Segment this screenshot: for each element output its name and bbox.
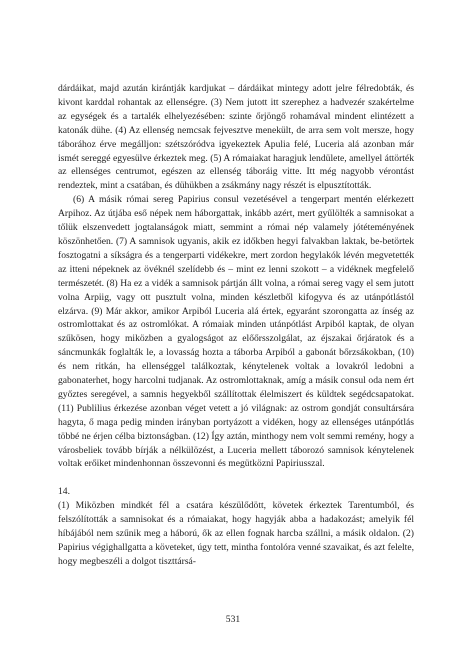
paragraph-continuation: dárdáikat, majd azután kirántják kardjukat – dárdáikat mintegy adott jelre félredobták, és kivont karddal rohantak az ellenségre. (3) Nem jutott itt szerephez a hadvezér szakértelme az egységek és a tartalék elhelyezésében: szinte őrjöngő rohamával mindent elintézett a katonák dühe. (4) Az ellenség nemcsak fejvesztve menekült, de arra sem volt mersze, hogy táborához érve megálljon: szétszóródva igyekeztek Apulia felé, Luceria alá azonban már ismét sereggé egyesülve érkeztek meg. (5) A rómaiakat haragjuk lendülete, amellyel áttörték az ellenséges centrumot, egészen az ellenség táboráig vitte. Itt még nagyobb vérontást rendeztek, mint a csatában, és dühükben a zsákmány nagy részét is elpusztították. [58, 83, 414, 192]
section-spacer [58, 471, 414, 485]
body-text [58, 82, 414, 569]
section-paragraph: (1) Miközben mindkét fél a csatára készülődött, követek érkeztek Tarentumból, és felszólították a samnisokat és a rómaiakat, hogy hagyják abba a hadakozást; amelyik fél híbájából nem szűnik meg a háború, ők az ellen fognak harcba szállni, a másik oldalon. (2) Papirius végighallgatta a követeket, úgy tett, mintha fontolóra venné szavaikat, és azt felelte, hogy megbeszéli a dolgot tiszttársá- [58, 500, 414, 567]
section-heading: 14. [58, 486, 70, 498]
paragraph-6: (6) A másik római sereg Papirius consul vezetésével a tengerpart mentén elérkezett Arpihoz. Az útjába eső népek nem háborgattak, inkább azért, mert gyűlölték a samnisokat a tőlük elszenvedett jogtalanságok miatt, semmint a római nép valamely jótéteményének köszönhetően. (7) A samnisok ugyanis, akik ez időkben hegyi falvakban laktak, be-betörtek fosztogatni a síkságra és a tengerparti vidékekre, mert zordon hegylakók lévén megvetették az itteni népeknek az övéknél szelídebb és – mint ez lenni szokott – a vidéknek megfelelő természetét. (8) Ha ez a vidék a samnisok pártján állt volna, a római sereg vagy el sem jutott volna Arpiig, vagy ott pusztult volna, minden készletből kifogyva és az utánpótlástól elzárva. (9) Már akkor, amikor Arpiból Luceria alá értek, egyaránt szorongatta az ínség az ostromlottakat és az ostromlókat. A rómaiak minden utánpótlást Arpiból kaptak, de olyan szűkösen, hogy miközben a gyalogságot az előőrsszolgálat, az éjszakai őrjáratok és a sáncmunkák foglalták le, a lovasság hozta a táborba Arpiból a gabonát bőrzsákokban, (10) és nem ritkán, ha ellenséggel találkoztak, kénytelenek voltak a lovakról ledobni a gabonaterhet, hogy harcolni tudjanak. Az ostromlottaknak, amíg a másik consul oda nem ért győztes seregével, a samnis hegyekből szállítottak élelmiszert és küldtek segédcsapatokat. (11) Publilius érkezése azonban véget vetett a jó világnak: az ostrom gondját consultársára hagyta, ő maga pedig minden irányban portyázott a vidéken, hogy az ellenséges utánpótlás többé ne érjen célba biztonságban. (12) Így aztán, minthogy nem volt semmi remény, hogy a városbeliek tovább bírják a nélkülözést, a Luceria mellett táborozó samnisok kénytelenek voltak erőiket mindenhonnan összevonni és megütközni Papiriusszal. [58, 194, 414, 470]
page-number: 531 [225, 614, 241, 625]
